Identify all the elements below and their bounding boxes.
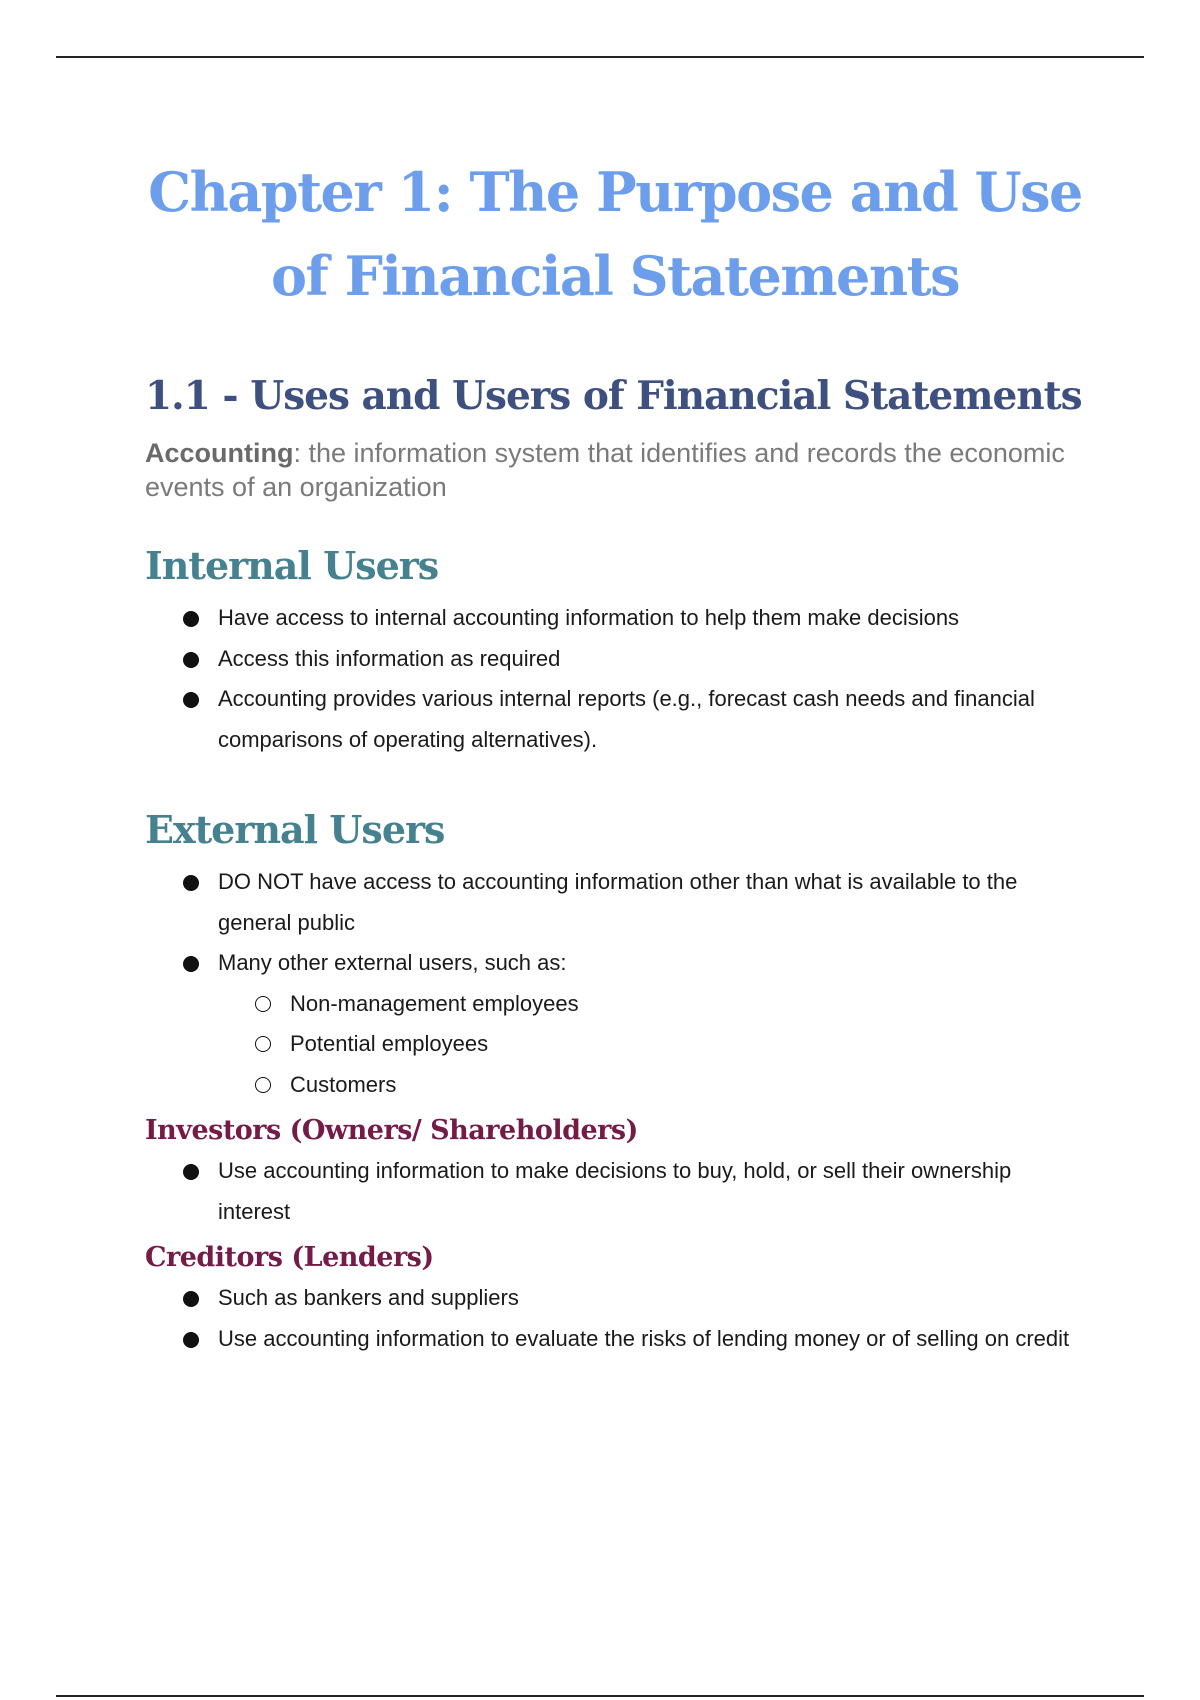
sub-list-item: Non-management employees — [145, 984, 1085, 1025]
accounting-definition — [145, 436, 1085, 504]
document-body — [145, 150, 1085, 1359]
definition-text: : the information system that identifies and records the economic events of an organization — [145, 438, 1065, 502]
list-item: Use accounting information to make decisions to buy, hold, or sell their ownership interest — [145, 1151, 1085, 1232]
section-heading: 1.1 - Uses and Users of Financial Statements — [145, 373, 1082, 419]
external-users-heading: External Users — [145, 807, 445, 852]
external-users-list — [145, 862, 1085, 1105]
list-item: Many other external users, such as: — [145, 943, 1085, 984]
creditors-heading: Creditors (Lenders) — [145, 1242, 434, 1273]
top-rule — [56, 56, 1144, 58]
internal-users-list — [145, 598, 1085, 760]
chapter-title: Chapter 1: The Purpose and Use of Financial Statements — [148, 160, 1082, 308]
investors-heading: Investors (Owners/ Shareholders) — [145, 1115, 638, 1146]
list-item: Such as bankers and suppliers — [145, 1278, 1085, 1319]
creditors-list — [145, 1278, 1085, 1359]
sub-list-item: Potential employees — [145, 1024, 1085, 1065]
list-item: Accounting provides various internal reports (e.g., forecast cash needs and financial comparisons of operating alternatives). — [145, 679, 1085, 760]
list-item: Access this information as required — [145, 639, 1085, 680]
internal-users-heading: Internal Users — [145, 543, 439, 588]
sub-list-item: Customers — [145, 1065, 1085, 1106]
list-item: Have access to internal accounting information to help them make decisions — [145, 598, 1085, 639]
list-item: Use accounting information to evaluate the risks of lending money or of selling on credit — [145, 1319, 1085, 1360]
bottom-rule — [56, 1695, 1144, 1697]
definition-term: Accounting — [145, 438, 294, 468]
list-item: DO NOT have access to accounting information other than what is available to the general public — [145, 862, 1085, 943]
investors-list — [145, 1151, 1085, 1232]
